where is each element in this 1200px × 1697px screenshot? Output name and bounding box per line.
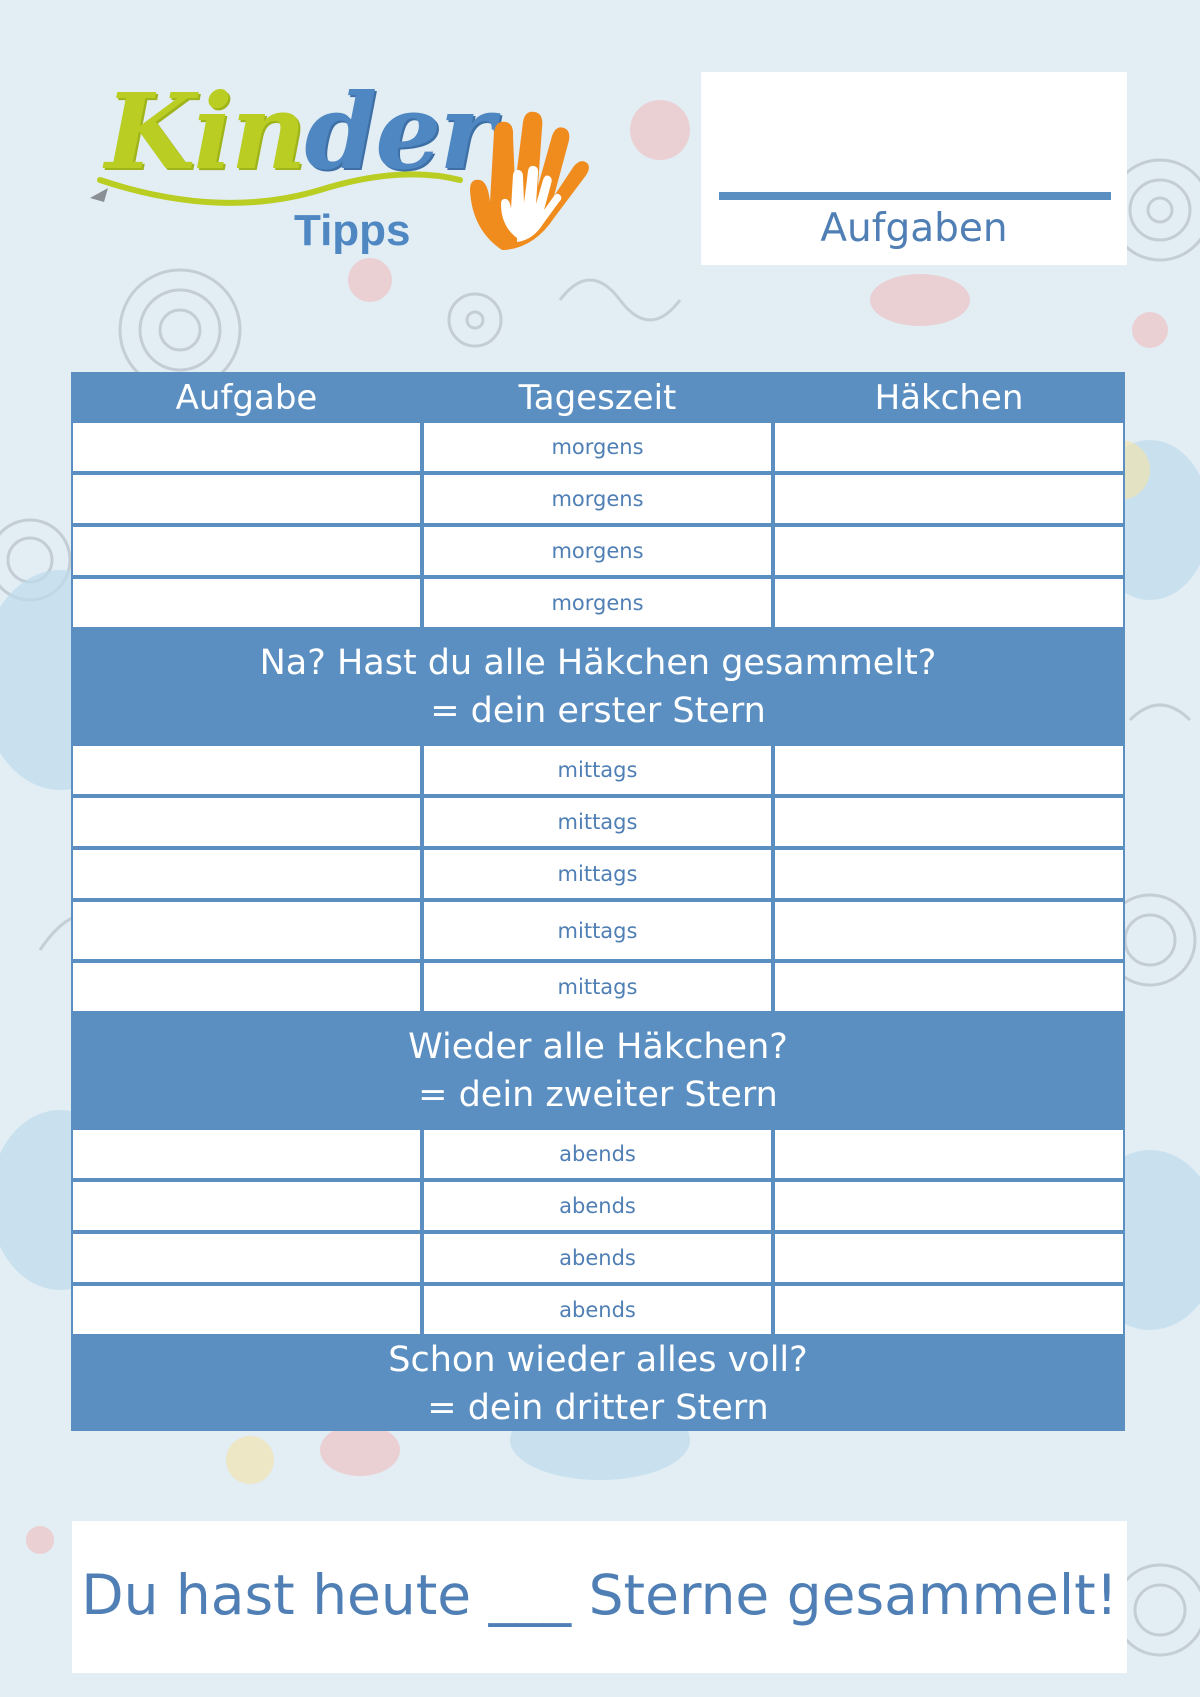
time-cell: abends — [422, 1128, 773, 1180]
summary-line: = dein erster Stern — [430, 690, 766, 731]
check-cell[interactable] — [773, 744, 1125, 796]
time-cell: morgens — [422, 577, 773, 629]
logo-subtitle: Tipps — [294, 206, 411, 255]
logo-wordmark-blue: der — [304, 70, 493, 193]
logo-wordmark-green: Kin — [105, 70, 305, 193]
task-cell[interactable] — [71, 1232, 422, 1284]
time-cell: mittags — [422, 796, 773, 848]
title-box — [701, 72, 1127, 265]
summary-line: Schon wieder alles voll? — [388, 1339, 808, 1380]
table-row — [71, 1284, 1125, 1336]
task-table — [71, 372, 1125, 1431]
table-row — [71, 473, 1125, 525]
task-cell[interactable] — [71, 421, 422, 473]
check-cell[interactable] — [773, 796, 1125, 848]
logo-wordmark — [105, 70, 492, 193]
hand-icon — [462, 110, 602, 260]
check-cell[interactable] — [773, 1180, 1125, 1232]
header-task: Aufgabe — [175, 378, 318, 418]
title-label: Aufgaben — [820, 206, 1008, 251]
table-row — [71, 525, 1125, 577]
time-cell: mittags — [422, 744, 773, 796]
time-cell: mittags — [422, 848, 773, 900]
table-row — [71, 744, 1125, 796]
task-cell[interactable] — [71, 525, 422, 577]
table-header-row — [71, 372, 1125, 421]
time-cell: mittags — [422, 961, 773, 1013]
time-cell: abends — [422, 1284, 773, 1336]
check-cell[interactable] — [773, 1232, 1125, 1284]
kinder-tipps-logo — [80, 70, 600, 270]
star-total-text: Du hast heute ___ Sterne gesammelt! — [81, 1563, 1118, 1627]
task-cell[interactable] — [71, 961, 422, 1013]
table-row — [71, 577, 1125, 629]
summary-line: = dein dritter Stern — [427, 1387, 769, 1428]
check-cell[interactable] — [773, 1128, 1125, 1180]
table-row — [71, 900, 1125, 961]
summary-line: Na? Hast du alle Häkchen gesammelt? — [259, 642, 937, 683]
check-cell[interactable] — [773, 848, 1125, 900]
check-cell[interactable] — [773, 961, 1125, 1013]
task-cell[interactable] — [71, 1128, 422, 1180]
summary-line: Wieder alle Häkchen? — [408, 1026, 788, 1067]
check-cell[interactable] — [773, 577, 1125, 629]
summary-line: = dein zweiter Stern — [418, 1074, 778, 1115]
task-cell[interactable] — [71, 848, 422, 900]
header-time-of-day: Tageszeit — [518, 378, 677, 418]
task-cell[interactable] — [71, 473, 422, 525]
table-row — [71, 421, 1125, 473]
check-cell[interactable] — [773, 900, 1125, 961]
summary-second-star — [71, 1013, 1125, 1128]
table-row — [71, 1180, 1125, 1232]
check-cell[interactable] — [773, 1284, 1125, 1336]
task-cell[interactable] — [71, 1284, 422, 1336]
table-row — [71, 1232, 1125, 1284]
table-row — [71, 796, 1125, 848]
task-cell[interactable] — [71, 796, 422, 848]
task-cell[interactable] — [71, 577, 422, 629]
task-cell[interactable] — [71, 744, 422, 796]
table-row — [71, 1128, 1125, 1180]
summary-first-star — [71, 629, 1125, 744]
check-cell[interactable] — [773, 525, 1125, 577]
time-cell: morgens — [422, 525, 773, 577]
time-cell: abends — [422, 1232, 773, 1284]
star-total-box — [72, 1521, 1127, 1673]
check-cell[interactable] — [773, 473, 1125, 525]
time-cell: abends — [422, 1180, 773, 1232]
task-cell[interactable] — [71, 1180, 422, 1232]
summary-third-star — [71, 1336, 1125, 1431]
header-checkmark: Häkchen — [874, 378, 1024, 418]
check-cell[interactable] — [773, 421, 1125, 473]
table-row — [71, 848, 1125, 900]
time-cell: morgens — [422, 473, 773, 525]
name-writing-line — [719, 192, 1111, 200]
task-cell[interactable] — [71, 900, 422, 961]
time-cell: morgens — [422, 421, 773, 473]
time-cell: mittags — [422, 900, 773, 961]
table-row — [71, 961, 1125, 1013]
